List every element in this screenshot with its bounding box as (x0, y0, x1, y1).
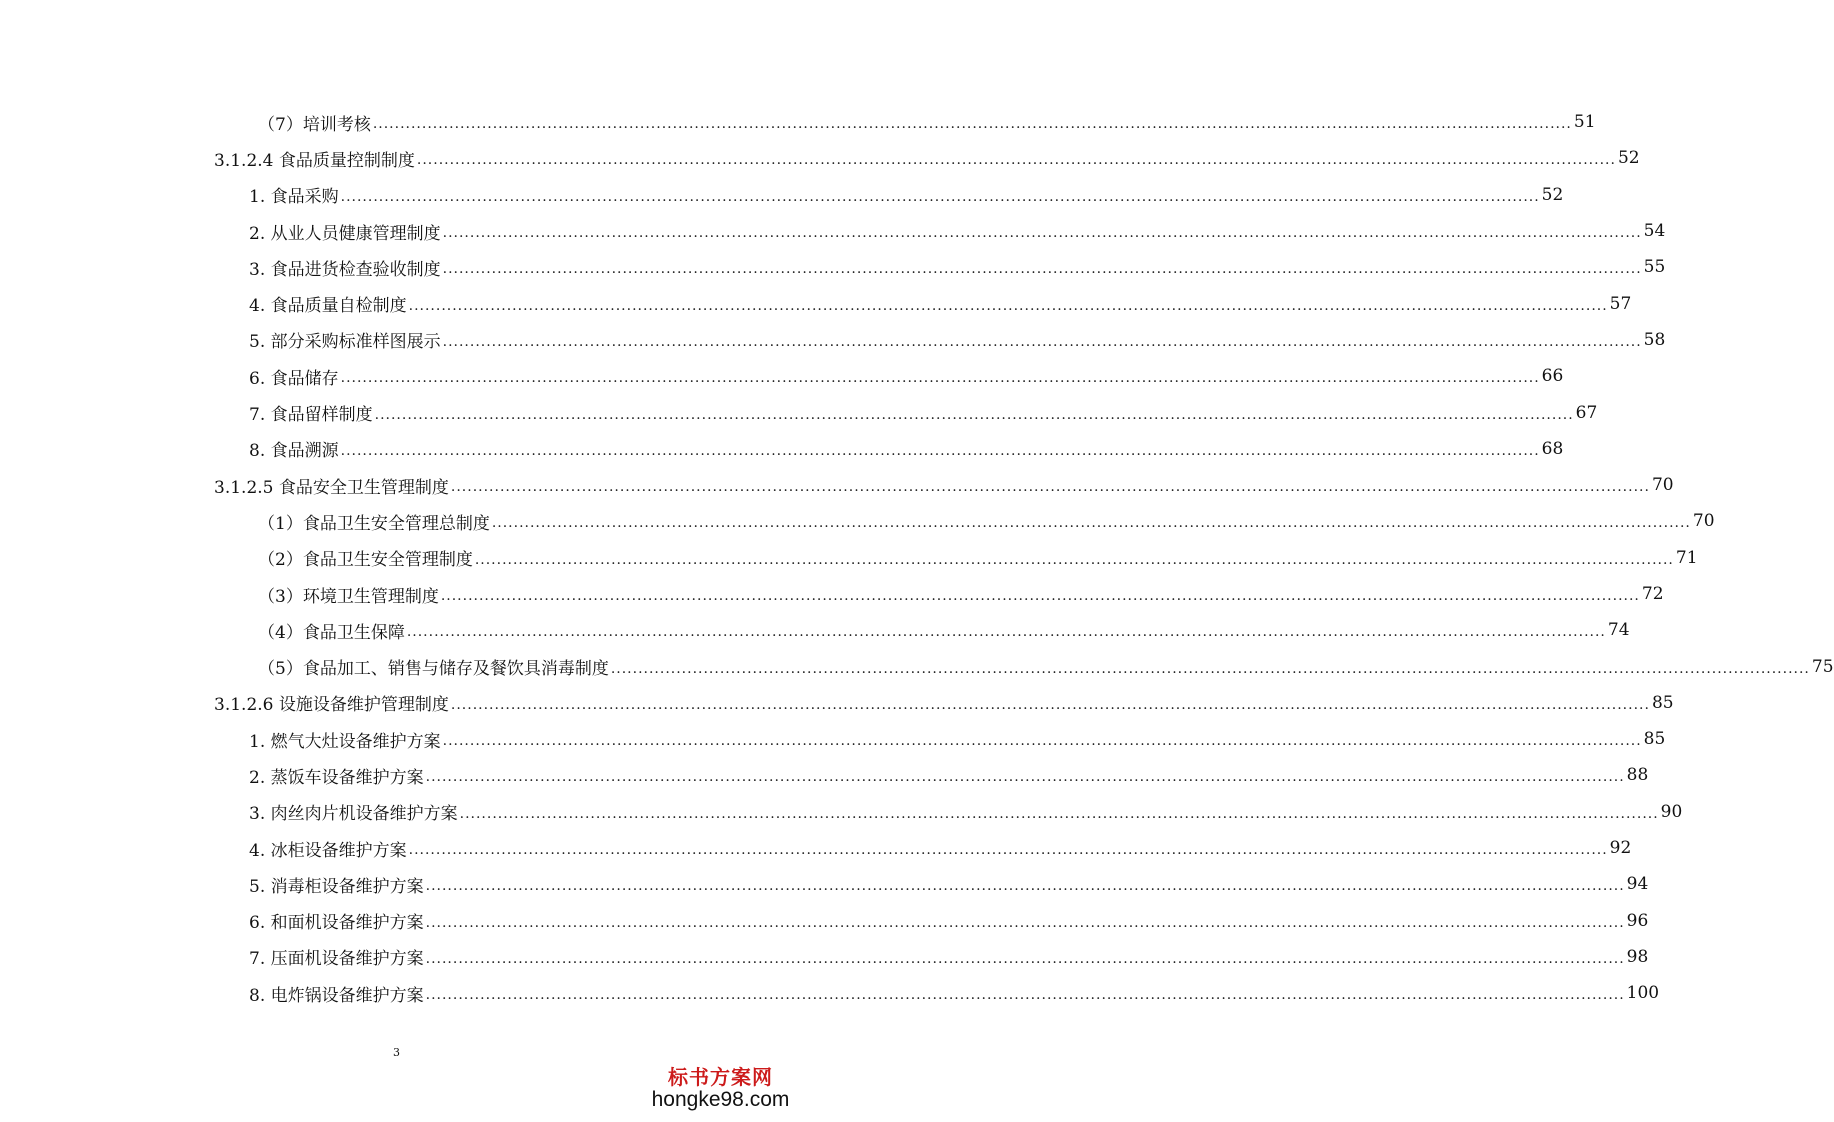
toc-entry-page: 98 (1626, 946, 1649, 967)
toc-entry-page: 75 (1811, 656, 1834, 677)
toc-entry-page: 96 (1626, 910, 1649, 931)
toc-entry-page: 85 (1643, 729, 1666, 750)
toc-entry-page: 94 (1626, 874, 1649, 895)
toc-entry[interactable] (0, 975, 1660, 1011)
toc-entry-title: 2. 蒸饭车设备维护方案 (249, 767, 424, 788)
toc-entry[interactable] (0, 576, 1664, 612)
toc-leader-dots: ............................................................................................................................................................................................................................ (491, 515, 1691, 532)
toc-entry[interactable] (0, 249, 1666, 285)
toc-entry-page: 52 (1541, 184, 1564, 205)
toc-entry[interactable] (0, 757, 1649, 793)
toc-leader-dots: ............................................................................................................................................................................................................................ (425, 914, 1625, 931)
toc-entry-title: 7. 食品留样制度 (249, 405, 373, 426)
toc-leader-dots: ............................................................................................................................................................................................................................ (372, 116, 1572, 133)
toc-leader-dots: ............................................................................................................................................................................................................................ (340, 188, 1540, 205)
toc-entry[interactable] (0, 794, 1683, 830)
toc-leader-dots: ............................................................................................................................................................................................................................ (425, 878, 1625, 895)
toc-entry[interactable] (0, 939, 1649, 975)
toc-entry-title: 3. 食品进货检查验收制度 (249, 259, 441, 280)
toc-entry-title: 3. 肉丝肉片机设备维护方案 (249, 804, 458, 825)
toc-entry[interactable] (0, 358, 1564, 394)
toc-entry[interactable] (0, 431, 1564, 467)
toc-entry[interactable] (0, 322, 1666, 358)
toc-entry[interactable] (0, 903, 1649, 939)
toc-entry-page: 92 (1609, 838, 1632, 859)
watermark-brand: 标书方案网 (668, 1065, 773, 1089)
toc-leader-dots: ............................................................................................................................................................................................................................ (408, 842, 1608, 859)
toc-entry[interactable] (0, 721, 1666, 757)
toc-entry[interactable] (0, 503, 1715, 539)
toc-entry-title: 1. 燃气大灶设备维护方案 (249, 731, 441, 752)
toc-entry[interactable] (0, 394, 1598, 430)
table-of-contents (0, 104, 1834, 1011)
toc-entry[interactable] (0, 830, 1632, 866)
toc-entry-title: 8. 电炸锅设备维护方案 (249, 985, 424, 1006)
toc-leader-dots: ............................................................................................................................................................................................................................ (425, 950, 1625, 967)
toc-leader-dots: ............................................................................................................................................................................................................................ (416, 152, 1616, 169)
toc-entry-title: 6. 和面机设备维护方案 (249, 913, 424, 934)
toc-entry[interactable] (0, 177, 1564, 213)
toc-leader-dots: ............................................................................................................................................................................................................................ (425, 769, 1625, 786)
watermark (648, 1066, 793, 1111)
toc-leader-dots: ............................................................................................................................................................................................................................ (450, 696, 1650, 713)
toc-entry-page: 74 (1607, 620, 1630, 641)
toc-entry-title: 1. 食品采购 (249, 187, 339, 208)
toc-leader-dots: ............................................................................................................................................................................................................................ (442, 333, 1642, 350)
toc-entry-title: 3.1.2.4 食品质量控制制度 (214, 150, 415, 171)
toc-entry-title: 4. 食品质量自检制度 (249, 296, 407, 317)
toc-leader-dots: ............................................................................................................................................................................................................................ (374, 406, 1574, 423)
toc-entry[interactable] (0, 104, 1596, 140)
toc-leader-dots: ............................................................................................................................................................................................................................ (340, 442, 1540, 459)
toc-entry[interactable] (0, 866, 1649, 902)
toc-entry-title: （1）食品卫生安全管理总制度 (258, 513, 490, 534)
toc-entry-title: 3.1.2.6 设施设备维护管理制度 (214, 695, 449, 716)
watermark-url: hongke98.com (651, 1088, 790, 1111)
toc-entry-title: （7）培训考核 (258, 114, 371, 135)
toc-entry-title: 3.1.2.5 食品安全卫生管理制度 (214, 477, 449, 498)
page-number: 3 (393, 1046, 400, 1059)
toc-entry-title: 8. 食品溯源 (249, 441, 339, 462)
toc-entry-page: 72 (1641, 584, 1664, 604)
toc-entry-page: 85 (1651, 692, 1674, 713)
toc-entry-page: 57 (1609, 293, 1632, 314)
toc-entry[interactable] (0, 540, 1698, 576)
toc-leader-dots: ............................................................................................................................................................................................................................ (425, 987, 1625, 1004)
toc-leader-dots: ............................................................................................................................................................................................................................ (459, 805, 1659, 822)
toc-entry-title: 2. 从业人员健康管理制度 (249, 223, 441, 244)
toc-leader-dots: ............................................................................................................................................................................................................................ (406, 624, 1606, 641)
toc-entry-page: 55 (1643, 257, 1666, 278)
toc-entry-page: 70 (1651, 475, 1674, 496)
toc-entry-page: 66 (1541, 366, 1564, 387)
toc-entry-title: （5）食品加工、销售与储存及餐饮具消毒制度 (258, 659, 609, 680)
toc-entry-page: 90 (1660, 801, 1683, 822)
toc-entry[interactable] (0, 140, 1640, 176)
toc-entry[interactable] (0, 213, 1666, 249)
toc-entry[interactable] (0, 285, 1632, 321)
toc-entry-title: 4. 冰柜设备维护方案 (249, 840, 407, 861)
toc-leader-dots: ............................................................................................................................................................................................................................ (450, 479, 1650, 496)
toc-entry-title: 5. 消毒柜设备维护方案 (249, 876, 424, 897)
toc-entry[interactable] (0, 612, 1630, 648)
toc-entry-page: 70 (1692, 511, 1715, 532)
toc-entry-title: （2）食品卫生安全管理制度 (258, 550, 473, 571)
toc-entry-title: 7. 压面机设备维护方案 (249, 949, 424, 970)
toc-entry-page: 67 (1575, 402, 1598, 423)
toc-leader-dots: ............................................................................................................................................................................................................................ (408, 297, 1608, 314)
toc-entry-page: 58 (1643, 329, 1666, 350)
toc-leader-dots: ............................................................................................................................................................................................................................ (442, 733, 1642, 750)
toc-leader-dots: ............................................................................................................................................................................................................................ (442, 261, 1642, 278)
toc-leader-dots: ............................................................................................................................................................................................................................ (610, 660, 1810, 677)
toc-entry-page: 54 (1643, 221, 1666, 242)
toc-entry-title: 6. 食品储存 (249, 368, 339, 389)
toc-entry[interactable] (0, 685, 1674, 721)
toc-leader-dots: ............................................................................................................................................................................................................................ (440, 588, 1640, 604)
toc-entry-page: 68 (1541, 438, 1564, 459)
toc-entry-page: 71 (1675, 547, 1698, 568)
toc-entry[interactable] (0, 648, 1834, 684)
toc-entry-page: 52 (1617, 148, 1640, 169)
toc-entry-title: 5. 部分采购标准样图展示 (249, 332, 441, 353)
toc-entry-page: 51 (1573, 112, 1596, 133)
toc-entry[interactable] (0, 467, 1674, 503)
toc-entry-page: 100 (1626, 983, 1660, 1004)
toc-entry-page: 88 (1626, 765, 1649, 786)
toc-leader-dots: ............................................................................................................................................................................................................................ (474, 551, 1674, 568)
toc-leader-dots: ............................................................................................................................................................................................................................ (442, 225, 1642, 242)
toc-entry-title: （4）食品卫生保障 (258, 622, 405, 643)
toc-leader-dots: ............................................................................................................................................................................................................................ (340, 370, 1540, 387)
toc-entry-title: （3）环境卫生管理制度 (258, 586, 439, 607)
